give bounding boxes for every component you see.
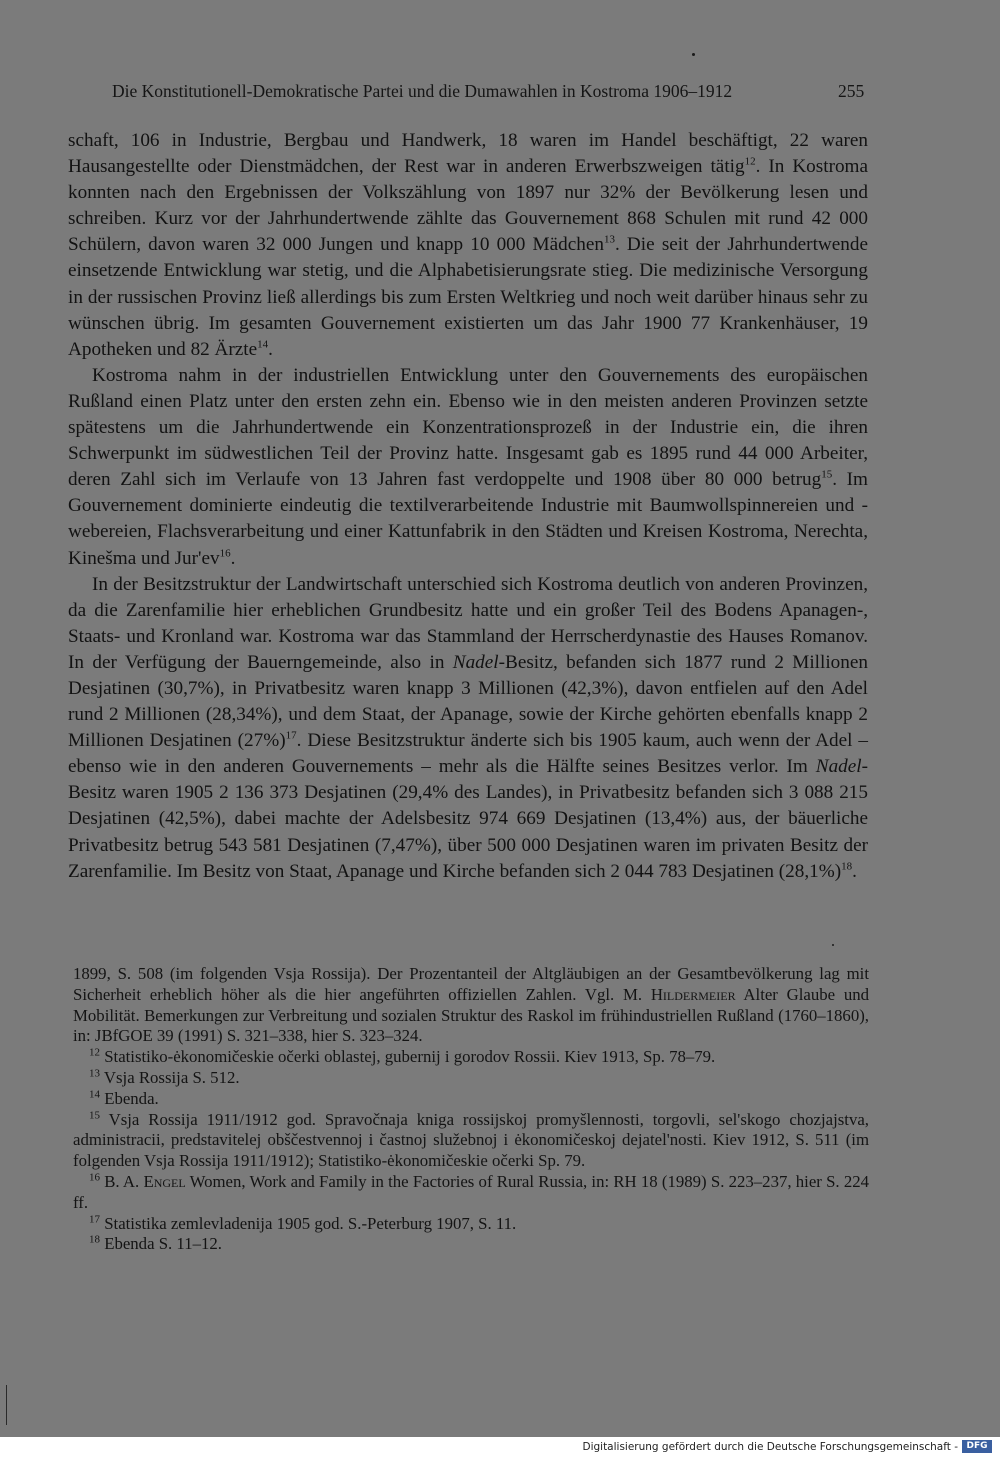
paragraph-1	[68, 128, 868, 363]
footnote-16	[73, 1172, 869, 1214]
footnote-text: Statistika zemlevladenija 1905 god. S.-Peterburg 1907, S. 11.	[100, 1213, 517, 1233]
paragraph-3-text-4: -Besitz waren 1905 2 136 373 Desjatinen (29,4% des Landes), in Privatbesitz befanden sich 3 088 215 Desjatinen (42,5%), dabei machte der Adelsbesitz 974 669 Desjatinen (13,4%) aus, der bäuerliche Privatbesitz betrug 543 581 Desjatinen (7,47%), über 500 000 Desjatinen waren im privaten Besitz der Zarenfamilie. Im Besitz von Staat, Apanage und Kirche befanden sich 2 044 783 Desjatinen (28,1%)	[68, 756, 868, 882]
footnote-continued-text-2: Alter Glaube und Mobilität. Bemerkungen zur Verbreitung und sozialen Struktur des Raskol im frühindustriellen Rußland (1760–1860), in: JBfGOE 39 (1991) S. 321–338, hier S. 323–324.	[73, 984, 869, 1046]
footnote-continued-text-1: 1899, S. 508 (im folgenden Vsja Rossija). Der Prozentanteil der Altgläubigen an der Gesamtbevölkerung lag mit Sicherheit erheblich höher als die hier angeführten offiziellen Zahlen. Vgl. M.	[73, 964, 869, 1004]
scan-edge-mark	[6, 1385, 7, 1425]
footnote-continued	[73, 964, 869, 1047]
paragraph-1-text-2: . In Kostroma konnten nach den Ergebnissen der Volkszählung von 1897 nur 32% der Bevölkerung lesen und schreiben. Kurz vor der Jahrhundertwende zählte das Gouvernement 868 Schulen mit rund 42 000 Schülern, davon waren 32 000 Jungen und knapp 10 000 Mädchen	[68, 156, 869, 256]
footnote-number: 15	[89, 1108, 100, 1121]
footnote-ref-14: 14	[257, 338, 269, 351]
author-name-hildermeier: Hildermeier	[650, 984, 736, 1004]
footnote-15	[73, 1110, 869, 1172]
page-number: 255	[838, 81, 865, 101]
paragraph-3-text-3: . Diese Besitzstruktur änderte sich bis 1905 kaum, auch wenn der Adel – ebenso wie in den anderen Gouvernements – mehr als die Hälfte seines Besitzes verlor. Im	[68, 730, 868, 778]
footnote-text: Ebenda.	[100, 1088, 159, 1108]
footnote-text: Women, Work and Family in the Factories of Rural Russia, in: RH 18 (1989) S. 223–237, hier S. 224 ff.	[73, 1171, 869, 1212]
footnote-number: 14	[89, 1088, 100, 1101]
footnotes	[73, 964, 869, 1255]
italic-term-nadel-2: Nadel	[815, 756, 862, 778]
paragraph-3	[68, 572, 868, 885]
paragraph-1-text-4: .	[268, 338, 273, 360]
digitization-footer	[0, 1437, 1000, 1457]
footnote-ref-17: 17	[285, 729, 297, 742]
footnote-text: Vsja Rossija 1911/1912 god. Spravočnaja kniga rossijskoj promyšlennosti, torgovli, sel'skogo chozjajstva, administracii, predstavitelej obščestvennoj i častnoj služebnoj i ėkonomičeskoj dejatel'nosti. Kiev 1912, S. 511 (im folgenden Vsja Rossija 1911/1912); Statistiko-ėkonomičeskie očerki Sp. 79.	[73, 1109, 869, 1171]
footnote-17	[73, 1214, 869, 1235]
footnote-number: 13	[89, 1067, 100, 1080]
paragraph-2-text-3: .	[230, 547, 236, 569]
footnote-text: Statistiko-ėkonomičeskie očerki oblastej, gubernij i gorodov Rossii. Kiev 1913, Sp. 78–79.	[100, 1047, 716, 1067]
scan-speck	[832, 944, 834, 946]
paragraph-2-text-2: . Im Gouvernement dominierte eindeutig die textilverarbeitende Industrie mit Baumwollspinnereien und -webereien, Flachsverarbeitung und einer Kattunfabrik in den Städten und Kreisen Kostroma, Nerechta, Kinešma und Jur'ev	[68, 469, 868, 569]
footnote-ref-12: 12	[744, 155, 756, 168]
footnote-12	[73, 1047, 869, 1068]
paragraph-3-text-2: -Besitz, befanden sich 1877 rund 2 Millionen Desjatinen (30,7%), in Privatbesitz waren knapp 3 Millionen (42,3%), davon entfielen auf den Adel rund 2 Millionen (28,34%), und dem Staat, der Apanage, sowie der Kirche gehörten ebenfalls knapp 2 Millionen Desjatinen (27%)	[68, 651, 868, 752]
paragraph-3-text-5: .	[852, 860, 857, 882]
footnote-number: 18	[89, 1233, 100, 1246]
paragraph-1-text-1: schaft, 106 in Industrie, Bergbau und Handwerk, 18 waren im Handel beschäftigt, 22 waren Hausangestellte oder Dienstmädchen, der Rest war in anderen Erwerbszweigen tätig	[68, 130, 868, 178]
footnote-ref-18: 18	[841, 860, 853, 873]
footnote-13	[73, 1068, 869, 1089]
footnote-number: 12	[89, 1046, 100, 1059]
footnote-14	[73, 1089, 869, 1110]
footnote-18	[73, 1234, 869, 1255]
footnote-text: Vsja Rossija S. 512.	[100, 1067, 240, 1087]
main-text	[68, 128, 868, 885]
running-head-title: Die Konstitutionell-Demokratische Partei und die Dumawahlen in Kostroma 1906–1912	[112, 81, 733, 101]
paragraph-1-text-3: . Die seit der Jahrhundertwende einsetzende Entwicklung war stetig, und die Alphabetisierungsrate stieg. Die medizinische Versorgung in der russischen Provinz ließ allerdings bis zum Ersten Weltkrieg und noch weit darüber hinaus sehr zu wünschen übrig. Im gesamten Gouvernement existierten um das Jahr 1900 77 Krankenhäuser, 19 Apotheken und 82 Ärzte	[68, 234, 868, 360]
paragraph-2-text-1: Kostroma nahm in der industriellen Entwicklung unter den Gouvernements des europäischen Rußland einen Platz unter den ersten zehn ein. Ebenso wie in den meisten anderen Provinzen setzte spätestens um die Jahrhundertwende ein Konzentrationsprozeß in der Industrie ein, die ihren Schwerpunkt im südwestlichen Teil der Provinz hatte. Insgesamt gab es 1895 rund 44 000 Arbeiter, deren Zahl sich im Verlaufe von 13 Jahren fast verdoppelte und 1908 über 80 000 betrug	[68, 364, 868, 491]
scan-speck	[692, 53, 695, 56]
digitization-credit: Digitalisierung gefördert durch die Deutsche Forschungsgemeinschaft -	[582, 1441, 958, 1453]
italic-term-nadel: Nadel	[452, 651, 499, 673]
author-name-engel: Engel	[143, 1171, 186, 1191]
paragraph-2	[68, 363, 868, 572]
footnote-ref-13: 13	[603, 233, 615, 246]
footnote-ref-16: 16	[219, 547, 231, 560]
dfg-logo-icon: DFG	[962, 1440, 992, 1453]
footnote-ref-15: 15	[821, 468, 833, 481]
footnote-text-pre: B. A.	[100, 1171, 144, 1191]
footnote-number: 16	[89, 1171, 100, 1184]
footnote-number: 17	[89, 1212, 100, 1225]
paragraph-3-text-1: In der Besitzstruktur der Landwirtschaft unterschied sich Kostroma deutlich von anderen Provinzen, da die Zarenfamilie hier erheblichen Grundbesitz hatte und ein großer Teil des Bodens Apanagen-, Staats- und Kronland war. Kostroma war das Stammland der Herrscherdynastie des Hauses Romanov. In der Verfügung der Bauerngemeinde, also in	[68, 573, 868, 673]
footnote-text: Ebenda S. 11–12.	[100, 1234, 222, 1254]
